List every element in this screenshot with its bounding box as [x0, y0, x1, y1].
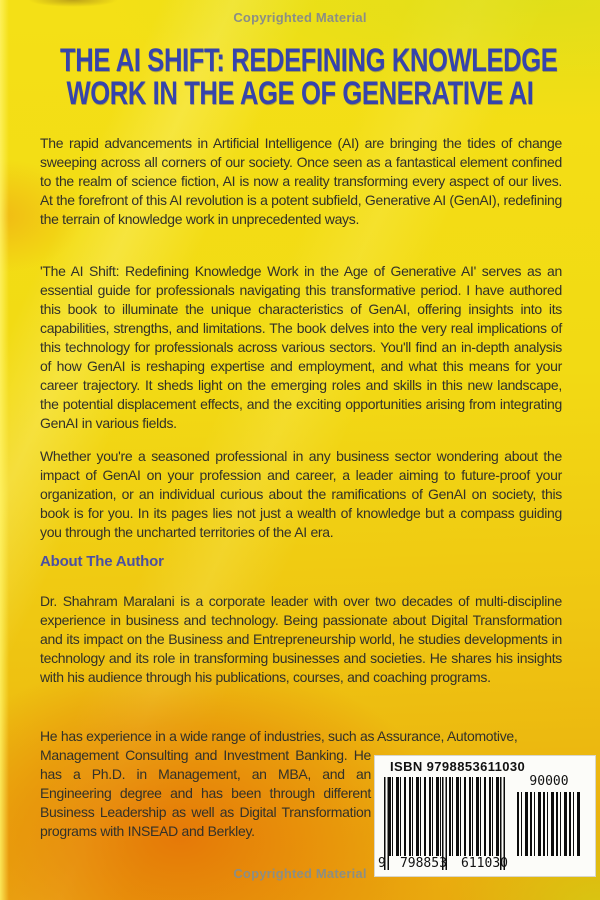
barcode-bars-supplement [517, 792, 581, 856]
about-the-author-heading: About The Author [40, 553, 164, 570]
barcode-digit-group-3: 611030 [461, 856, 508, 871]
copyright-notice-bottom: Copyrighted Material [233, 866, 367, 881]
book-title-line-2: WORK IN THE AGE OF GENERATIVE AI [66, 75, 534, 111]
barcode-price-code: 90000 [529, 774, 569, 789]
author-bio-paragraph-2-rest: Management Consulting and Investment Banking. He has a Ph.D. in Management, an MBA, and an Engineering degree and has been through different Business Leadership as well as Digital Transformation programs with INSEAD and Berkley. [40, 747, 371, 839]
synopsis-paragraph-1: The rapid advancements in Artificial Intelligence (AI) are bringing the tides of change sweeping across all corners of our society. Once seen as a fantastical element confined to the realm of science fiction, AI is now a reality transforming every aspect of our lives. At the forefront of this AI revolution is a potent subfield, Generative AI (GenAI), redefining the terrain of knowledge work in unprecedented ways. [40, 135, 562, 227]
page-edge-highlight [0, 0, 9, 900]
isbn-number-label: ISBN 9798853611030 [390, 759, 526, 774]
top-edge-shadow [28, 0, 118, 7]
isbn-barcode [374, 755, 596, 877]
barcode-digit-group-1: 9 [378, 856, 386, 871]
book-title [0, 44, 600, 110]
barcode-digit-group-2: 798853 [399, 856, 447, 871]
synopsis-paragraph-3: Whether you're a seasoned professional in any business sector wondering about the impact of GenAI on your profession and career, a leader aiming to future-proof your organization, or an individual curious about the ramifications of GenAI on society, this book is for you. In its pages lies not just a wealth of knowledge but a compass guiding you through the uncharted territories of the AI era. [40, 448, 562, 540]
copyright-notice-top: Copyrighted Material [233, 10, 367, 25]
author-bio-paragraph-2-intro: He has experience in a wide range of industries, such as Assurance, Automotive, [40, 728, 518, 744]
synopsis-paragraph-2: 'The AI Shift: Redefining Knowledge Work in the Age of Generative AI' serves as an essential guide for professionals navigating this transformative period. I have authored this book to illuminate the unique characteristics of GenAI, offering insights into its capabilities, strengths, and limitations. The book delves into the very real implications of this technology for professionals across various sectors. You'll find an in-depth analysis of how GenAI is reshaping expertise and employment, and what this means for your career trajectory. It sheds light on the emerging roles and skills in this new landscape, the potential displacement effects, and the exciting opportunities arising from integrating GenAI in various fields. [40, 263, 562, 431]
author-bio-paragraph-1: Dr. Shahram Maralani is a corporate leader with over two decades of multi-discipline experience in business and technology. Being passionate about Digital Transformation and its impact on the Business and Entrepreneurship world, he studies developments in technology and its role in transforming businesses and societies. He shares his insights with his audience through his publications, courses, and coaching programs. [40, 593, 562, 685]
book-title-line-1: THE AI SHIFT: REDEFINING KNOWLEDGE [60, 42, 558, 78]
